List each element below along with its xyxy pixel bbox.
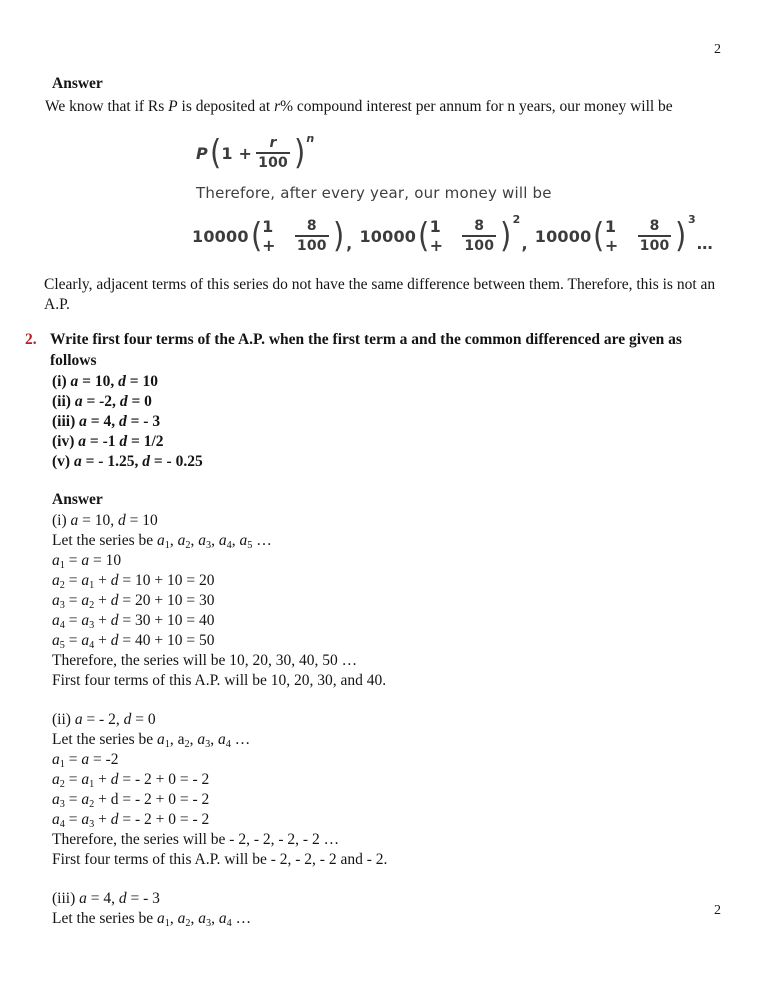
text-segment: , (211, 532, 219, 549)
text-segment: = 4, (86, 413, 119, 430)
text-line (52, 412, 720, 432)
text-segment: a (79, 890, 87, 907)
text-line (52, 611, 720, 631)
fraction (256, 135, 290, 170)
text-segment: = 0 (131, 711, 156, 728)
text-segment: (ii) (52, 393, 75, 410)
text-segment: , (189, 731, 198, 748)
term1-inner-prefix: 1 + (262, 217, 276, 255)
text-segment: 2 (185, 539, 191, 551)
close-paren: ) (293, 133, 306, 173)
text-segment: a (52, 612, 60, 629)
text-segment: 4 (226, 539, 232, 551)
text-line (52, 889, 720, 909)
text-segment: (i) (52, 512, 71, 529)
term3-exponent: 3 (687, 213, 696, 226)
text-segment: , a (169, 731, 185, 748)
text-line (52, 551, 720, 571)
text-segment: = - 3 (126, 413, 161, 430)
text-segment: Let the series be (52, 910, 158, 927)
text-line (52, 770, 720, 790)
text-segment: a (239, 532, 248, 549)
text-segment: a (78, 433, 87, 450)
fraction (295, 218, 329, 253)
term1-coefficient: 10000 (192, 226, 249, 246)
text-segment: d (110, 592, 119, 609)
text-segment: 1 (164, 917, 170, 929)
text-segment: = 10, (78, 373, 119, 390)
text-segment: a (74, 711, 83, 728)
term2-inner-prefix: 1 + (429, 217, 444, 255)
text-segment: = -2 (89, 751, 119, 768)
text-segment: a (73, 453, 82, 470)
text-segment: + (94, 612, 111, 629)
text-segment: a (177, 910, 186, 927)
text-segment: … (252, 532, 272, 549)
text-segment: 3 (205, 539, 212, 551)
fraction-denominator: 100 (462, 235, 496, 254)
text-segment: = -2, (82, 393, 120, 410)
text-segment: 4 (59, 818, 65, 830)
term-separator: , (346, 234, 353, 253)
text-segment: = (64, 751, 82, 768)
text-segment: d (118, 413, 127, 430)
text-segment: = 0 (127, 393, 152, 410)
text-segment: a (218, 910, 227, 927)
text-segment: First four terms of this A.P. will be - 2, - 2, - 2 and - 2. (52, 851, 388, 868)
text-segment: 3 (89, 619, 95, 631)
text-segment: a (218, 532, 227, 549)
text-segment: a (81, 751, 90, 768)
text-segment: a (52, 592, 60, 609)
close-paren: ) (500, 216, 512, 256)
text-segment: d (118, 373, 126, 390)
answer-part-iii (52, 889, 720, 929)
text-segment: , (190, 910, 199, 927)
text-segment: Therefore, the series will be 10, 20, 30, 40, 50 … (52, 652, 358, 669)
text-segment: Let the series be (52, 731, 158, 748)
text-segment: 5 (247, 539, 253, 551)
text-segment: = -1 (86, 433, 120, 450)
text-segment: = 30 + 10 = 40 (118, 612, 215, 629)
text-segment: 1 (164, 539, 170, 551)
text-segment: (ii) (52, 711, 75, 728)
text-segment: 2 (185, 917, 191, 929)
text-segment: = 10 (125, 512, 158, 529)
text-segment: + (94, 632, 111, 649)
text-segment: Let the series be (52, 532, 158, 549)
text-segment: a (197, 731, 206, 748)
fraction-numerator: 8 (649, 218, 660, 235)
text-segment: 3 (205, 738, 211, 750)
text-segment: , (169, 532, 178, 549)
text-segment: d (123, 711, 132, 728)
text-segment: + (94, 572, 111, 589)
text-segment: d (118, 890, 127, 907)
text-line (52, 511, 720, 531)
text-segment: + (94, 771, 111, 788)
text-segment: a (74, 393, 83, 410)
answer-heading: Answer (52, 491, 103, 508)
text-segment: = - 0.25 (149, 453, 203, 470)
answer-part-ii (52, 710, 720, 870)
formula-compound-interest (196, 129, 720, 177)
text-segment: , (169, 910, 178, 927)
fraction-denominator: 100 (638, 235, 672, 254)
text-segment: 1 (164, 738, 170, 750)
text-segment: d (110, 811, 119, 828)
ellipsis: … (696, 234, 713, 253)
page-number-top: 2 (714, 42, 721, 57)
close-paren: ) (332, 216, 345, 256)
text-segment: 2 (89, 599, 95, 611)
text-segment: + (94, 811, 111, 828)
text-segment: a (198, 532, 206, 549)
fraction-denominator: 100 (295, 235, 329, 254)
text-segment: a (70, 373, 79, 390)
text-segment: A.P. (44, 296, 70, 313)
text-segment: a (81, 572, 90, 589)
text-segment: a (177, 532, 186, 549)
text-segment: 4 (226, 917, 232, 929)
text-segment: = - 2 + 0 = - 2 (118, 811, 210, 828)
text-line (52, 730, 720, 750)
text-line (52, 850, 720, 870)
text-segment: P (168, 98, 178, 115)
text-segment: = 40 + 10 = 50 (118, 632, 215, 649)
text-segment: a (157, 731, 165, 748)
formula-money-series (192, 210, 720, 262)
text-line (52, 372, 720, 392)
close-paren: ) (675, 216, 687, 256)
text-segment: = 4, (86, 890, 119, 907)
therefore-line: Therefore, after every year, our money will be (196, 184, 552, 202)
answer-section-1 (44, 74, 720, 315)
text-segment: 2 (184, 738, 190, 750)
text-segment: 3 (205, 917, 212, 929)
text-segment: d (110, 612, 119, 629)
text-segment: a (52, 811, 60, 828)
open-paren: ( (418, 216, 430, 256)
text-segment: = - 2 + 0 = - 2 (118, 771, 210, 788)
text-segment: = (64, 552, 82, 569)
text-line (52, 591, 720, 611)
answer-section-2 (50, 490, 720, 929)
text-segment: a (52, 771, 60, 788)
text-segment: a (157, 532, 165, 549)
fraction-numerator: 8 (474, 218, 485, 235)
text-line (44, 275, 754, 295)
text-segment: a (52, 751, 60, 768)
text-segment: = - 2, (82, 711, 124, 728)
text-segment: 3 (59, 599, 65, 611)
text-segment: , (210, 731, 218, 748)
term2-coefficient: 10000 (359, 226, 417, 246)
question-parts-list (52, 372, 720, 472)
text-line (52, 651, 720, 671)
text-segment: = (64, 612, 82, 629)
text-segment: = (64, 592, 82, 609)
text-segment: = (64, 811, 82, 828)
answer-heading: Answer (52, 75, 103, 92)
text-line (52, 750, 720, 770)
text-segment: Therefore, the series will be - 2, - 2, - 2, - 2 … (52, 831, 340, 848)
text-segment: = - 3 (126, 890, 160, 907)
text-line (52, 452, 720, 472)
term-separator: , (521, 234, 528, 253)
text-segment: , (190, 532, 199, 549)
text-segment: + (94, 592, 111, 609)
text-segment: d (142, 453, 150, 470)
text-segment: = - 1.25, (81, 453, 143, 470)
fraction (638, 218, 672, 253)
text-line (52, 810, 720, 830)
question-2 (25, 329, 720, 472)
text-segment: a (52, 791, 60, 808)
text-line (52, 432, 720, 452)
text-segment: a (81, 552, 90, 569)
text-segment: d (119, 433, 128, 450)
open-paren: ( (593, 216, 605, 256)
text-segment: 4 (89, 639, 95, 651)
text-segment: a (198, 910, 206, 927)
answer-2-body (52, 511, 720, 929)
text-segment: 4 (59, 619, 65, 631)
text-segment: 1 (59, 559, 65, 571)
text-segment: 2 (59, 579, 65, 591)
text-segment: Clearly, adjacent terms of this series do not have the same difference between them. Therefore, this is not an (44, 276, 716, 293)
fraction-numerator: r (269, 135, 277, 152)
answer-part-i (52, 511, 720, 691)
text-segment: We know that if Rs (45, 98, 169, 115)
text-line (44, 295, 754, 315)
text-segment: a (79, 413, 87, 430)
text-segment: a (81, 632, 90, 649)
text-segment: a (52, 572, 60, 589)
text-segment: … (230, 731, 251, 748)
text-line (52, 710, 720, 730)
text-segment: a (52, 632, 60, 649)
text-segment: = 10 + 10 = 20 (118, 572, 215, 589)
text-line (52, 392, 720, 412)
text-segment: 2 (59, 778, 65, 790)
text-segment: d (119, 393, 128, 410)
text-segment: a (81, 592, 90, 609)
term3-coefficient: 10000 (534, 226, 592, 246)
open-paren: ( (209, 133, 222, 173)
text-segment: a (81, 771, 90, 788)
open-paren: ( (250, 216, 263, 256)
text-segment: + d = - 2 + 0 = - 2 (94, 791, 210, 808)
text-segment: a (157, 910, 165, 927)
text-segment: a (70, 512, 79, 529)
text-segment: 5 (59, 639, 65, 651)
text-line (52, 571, 720, 591)
text-segment: = 20 + 10 = 30 (118, 592, 215, 609)
text-segment: a (81, 612, 90, 629)
text-segment: r (274, 98, 281, 115)
text-segment: a (81, 811, 90, 828)
text-line (52, 790, 720, 810)
text-segment: d (118, 512, 126, 529)
text-segment: (iv) (52, 433, 79, 450)
question-number: 2. (25, 331, 37, 348)
text-segment: (iii) (52, 413, 80, 430)
text-segment: = (64, 791, 82, 808)
text-segment: 1 (89, 579, 95, 591)
question-text: Write first four terms of the A.P. when the first term a and the common differenced are given as follows (50, 331, 682, 369)
term3-inner-prefix: 1 + (604, 217, 619, 255)
text-segment: , (211, 910, 219, 927)
text-segment: = (64, 771, 82, 788)
text-segment: a (52, 552, 60, 569)
formula-inner-prefix: 1 + (221, 143, 253, 163)
text-segment: 1 (89, 778, 95, 790)
text-segment: = 10 (89, 552, 122, 569)
answer-intro-line (45, 97, 720, 117)
text-segment: a (217, 731, 226, 748)
text-segment: a (81, 791, 90, 808)
text-segment: d (110, 632, 119, 649)
text-segment: … (231, 910, 252, 927)
fraction-numerator: 8 (306, 218, 317, 235)
formula-coefficient: P (196, 143, 208, 163)
text-segment: 4 (225, 738, 231, 750)
text-segment: First four terms of this A.P. will be 10, 20, 30, and 40. (52, 672, 387, 689)
text-segment: 3 (89, 818, 95, 830)
text-segment: 2 (89, 798, 95, 810)
text-segment: % compound interest per annum for n years, our money will be (280, 98, 673, 115)
text-segment: = (64, 572, 82, 589)
text-line (52, 909, 720, 929)
text-segment: , (231, 532, 240, 549)
fraction (462, 218, 496, 253)
text-segment: (iii) (52, 890, 80, 907)
text-line (52, 671, 720, 691)
page-number-bottom: 2 (714, 903, 721, 918)
text-segment: (i) (52, 373, 71, 390)
text-segment: = 1/2 (127, 433, 164, 450)
text-segment: is deposited at (177, 98, 275, 115)
term2-exponent: 2 (512, 213, 521, 226)
conclusion-paragraph (44, 275, 754, 315)
text-segment: 1 (59, 758, 65, 770)
text-line (52, 631, 720, 651)
formula-exponent: n (306, 132, 315, 145)
text-line (52, 531, 720, 551)
text-segment: d (110, 771, 119, 788)
text-segment: d (110, 572, 119, 589)
text-segment: = 10, (78, 512, 119, 529)
text-segment: = 10 (125, 373, 158, 390)
fraction-denominator: 100 (256, 152, 290, 171)
question-row (25, 329, 720, 371)
text-segment: (v) (52, 453, 74, 470)
text-segment: 3 (59, 798, 65, 810)
text-segment: = (64, 632, 82, 649)
text-line (52, 830, 720, 850)
